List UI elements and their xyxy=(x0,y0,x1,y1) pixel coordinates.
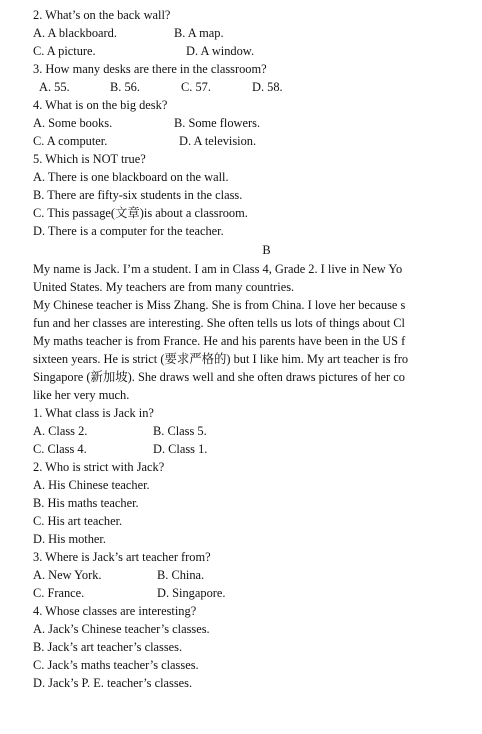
option-row xyxy=(33,584,482,602)
option-a2-a: A. A blackboard. xyxy=(33,26,117,40)
option-b1-a: A. Class 2. xyxy=(33,424,88,438)
passage-line: My name is Jack. I’m a student. I am in Class 4, Grade 2. I live in New Yo xyxy=(33,262,403,276)
option-b1-d: D. Class 1. xyxy=(153,442,208,456)
option-row xyxy=(33,566,482,584)
option-b3-d: D. Singapore. xyxy=(157,586,226,600)
option-b4-b: B. Jack’s art teacher’s classes. xyxy=(33,640,183,654)
option-a3-c: C. 57. xyxy=(181,80,211,94)
option-a5-a: A. There is one blackboard on the wall. xyxy=(33,170,229,184)
option-a3-b: B. 56. xyxy=(110,80,140,94)
question-b3: 3. Where is Jack’s art teacher from? xyxy=(33,550,211,564)
passage-line: My Chinese teacher is Miss Zhang. She is from China. I love her because s xyxy=(33,298,406,312)
option-b1-c: C. Class 4. xyxy=(33,442,87,456)
option-a5-c: C. This passage(文章)is about a classroom. xyxy=(33,206,248,220)
option-a2-d: D. A window. xyxy=(186,44,255,58)
option-row xyxy=(33,422,482,440)
option-b4-c: C. Jack’s maths teacher’s classes. xyxy=(33,658,199,672)
option-b4-d: D. Jack’s P. E. teacher’s classes. xyxy=(33,676,193,690)
option-a4-b: B. Some flowers. xyxy=(174,116,261,130)
option-b2-c: C. His art teacher. xyxy=(33,514,123,528)
option-row xyxy=(33,132,482,150)
option-row xyxy=(33,440,482,458)
question-a3: 3. How many desks are there in the classroom? xyxy=(33,62,267,76)
option-a4-d: D. A television. xyxy=(179,134,257,148)
option-b3-b: B. China. xyxy=(157,568,205,582)
option-row xyxy=(33,24,482,42)
question-b1: 1. What class is Jack in? xyxy=(33,406,154,420)
passage-line: Singapore (新加坡). She draws well and she often draws pictures of her co xyxy=(33,370,405,384)
option-a5-d: D. There is a computer for the teacher. xyxy=(33,224,224,238)
option-b3-a: A. New York. xyxy=(33,568,102,582)
option-b2-b: B. His maths teacher. xyxy=(33,496,139,510)
option-a5-b: B. There are fifty-six students in the class. xyxy=(33,188,243,202)
passage-line: like her very much. xyxy=(33,388,130,402)
passage-line: United States. My teachers are from many countries. xyxy=(33,280,295,294)
option-b2-a: A. His Chinese teacher. xyxy=(33,478,150,492)
option-a2-c: C. A picture. xyxy=(33,44,96,58)
option-a4-c: C. A computer. xyxy=(33,134,108,148)
option-a3-a: A. 55. xyxy=(39,80,70,94)
option-b3-c: C. France. xyxy=(33,586,85,600)
passage-line: fun and her classes are interesting. She often tells us lots of things about Cl xyxy=(33,316,405,330)
question-a4: 4. What is on the big desk? xyxy=(33,98,168,112)
option-b2-d: D. His mother. xyxy=(33,532,106,546)
question-b4: 4. Whose classes are interesting? xyxy=(33,604,197,618)
section-b-heading: B xyxy=(262,243,271,257)
option-row xyxy=(33,114,482,132)
option-b4-a: A. Jack’s Chinese teacher’s classes. xyxy=(33,622,210,636)
passage-line: sixteen years. He is strict (要求严格的) but I like him. My art teacher is fro xyxy=(33,352,409,366)
question-b2: 2. Who is strict with Jack? xyxy=(33,460,165,474)
option-b1-b: B. Class 5. xyxy=(153,424,207,438)
option-row xyxy=(33,78,482,96)
passage-line: My maths teacher is from France. He and his parents have been in the US f xyxy=(33,334,406,348)
option-row xyxy=(33,42,482,60)
option-a4-a: A. Some books. xyxy=(33,116,113,130)
question-a2: 2. What’s on the back wall? xyxy=(33,8,171,22)
option-a3-d: D. 58. xyxy=(252,80,283,94)
option-a2-b: B. A map. xyxy=(174,26,224,40)
question-a5: 5. Which is NOT true? xyxy=(33,152,146,166)
